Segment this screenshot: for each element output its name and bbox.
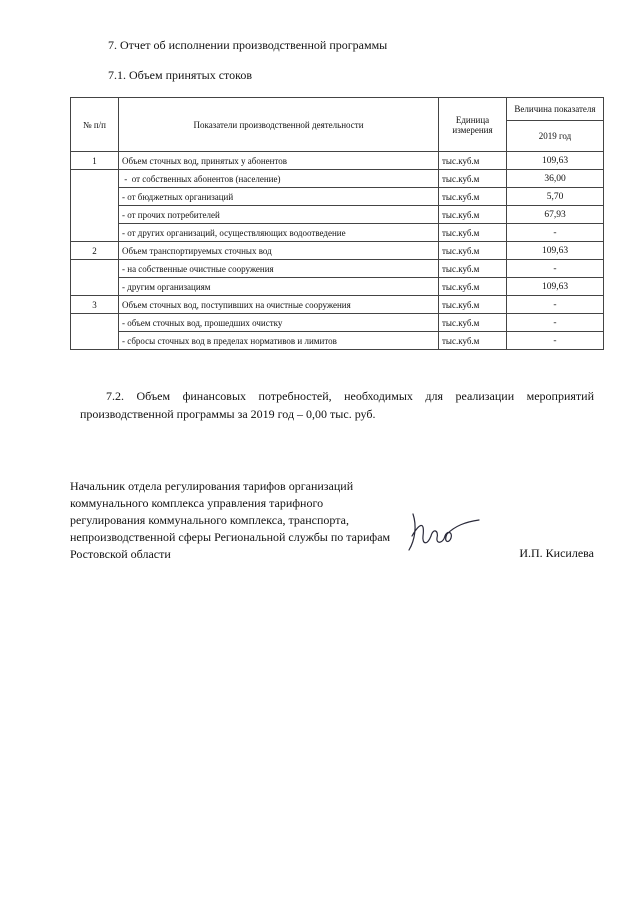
subsection-heading: 7.1. Объем принятых стоков bbox=[108, 68, 252, 82]
section-heading: 7. Отчет об исполнении производственной программы bbox=[108, 38, 388, 52]
row-value: 36,00 bbox=[507, 170, 604, 188]
row-unit: тыс.куб.м bbox=[439, 242, 507, 260]
row-no bbox=[71, 170, 119, 242]
signatory-name: И.П. Кисилева bbox=[519, 546, 594, 560]
table-row bbox=[71, 260, 604, 278]
row-unit: тыс.куб.м bbox=[439, 278, 507, 296]
row-no: 2 bbox=[71, 242, 119, 260]
row-name: Объем сточных вод, принятых у абонентов bbox=[119, 152, 439, 170]
col-header-indicator: Показатели производственной деятельности bbox=[119, 98, 439, 152]
row-no: 1 bbox=[71, 152, 119, 170]
row-no bbox=[71, 260, 119, 296]
row-value: - bbox=[507, 260, 604, 278]
row-name: - на собственные очистные сооружения bbox=[119, 260, 439, 278]
wastewater-table bbox=[70, 97, 604, 350]
row-unit: тыс.куб.м bbox=[439, 224, 507, 242]
row-name: - от прочих потребителей bbox=[119, 206, 439, 224]
row-name: - от других организаций, осуществляющих водоотведение bbox=[119, 224, 439, 242]
row-name: - от собственных абонентов (население) bbox=[119, 170, 439, 188]
row-value: 5,70 bbox=[507, 188, 604, 206]
row-no bbox=[71, 314, 119, 350]
row-name: Объем сточных вод, поступивших на очистные сооружения bbox=[119, 296, 439, 314]
row-unit: тыс.куб.м bbox=[439, 260, 507, 278]
row-value: - bbox=[507, 296, 604, 314]
row-name: Объем транспортируемых сточных вод bbox=[119, 242, 439, 260]
row-value: 67,93 bbox=[507, 206, 604, 224]
row-unit: тыс.куб.м bbox=[439, 188, 507, 206]
col-header-year: 2019 год bbox=[507, 121, 604, 152]
row-unit: тыс.куб.м bbox=[439, 296, 507, 314]
signatory-title: Начальник отдела регулирования тарифов организаций коммунального комплекса управления тарифного регулирования коммунального комплекса, транспорта, непроизводственной сферы Региональной службы по тарифам Ростовской области bbox=[70, 479, 391, 561]
row-name: - объем сточных вод, прошедших очистку bbox=[119, 314, 439, 332]
row-value: 109,63 bbox=[507, 152, 604, 170]
row-unit: тыс.куб.м bbox=[439, 152, 507, 170]
table-row bbox=[71, 278, 604, 296]
handwritten-signature bbox=[403, 506, 483, 556]
row-unit: тыс.куб.м bbox=[439, 332, 507, 350]
table-row bbox=[71, 242, 604, 260]
table-row bbox=[71, 188, 604, 206]
col-header-unit: Единица измерения bbox=[439, 98, 507, 152]
row-value: - bbox=[507, 224, 604, 242]
row-unit: тыс.куб.м bbox=[439, 170, 507, 188]
row-unit: тыс.куб.м bbox=[439, 206, 507, 224]
row-name: - другим организациям bbox=[119, 278, 439, 296]
table-row bbox=[71, 332, 604, 350]
row-name: - сбросы сточных вод в пределах нормативов и лимитов bbox=[119, 332, 439, 350]
row-no: 3 bbox=[71, 296, 119, 314]
col-header-no: № п/п bbox=[71, 98, 119, 152]
table-row bbox=[71, 206, 604, 224]
table-row bbox=[71, 152, 604, 170]
row-name: - от бюджетных организаций bbox=[119, 188, 439, 206]
row-value: - bbox=[507, 314, 604, 332]
row-value: 109,63 bbox=[507, 242, 604, 260]
financial-needs-paragraph: 7.2. Объем финансовых потребностей, необходимых для реализации мероприятий производственной программы за 2019 год – 0,00 тыс. руб. bbox=[80, 389, 594, 421]
table-row bbox=[71, 296, 604, 314]
row-value: 109,63 bbox=[507, 278, 604, 296]
table-row bbox=[71, 224, 604, 242]
table-row bbox=[71, 170, 604, 188]
row-value: - bbox=[507, 332, 604, 350]
row-unit: тыс.куб.м bbox=[439, 314, 507, 332]
col-header-value: Величина показателя bbox=[507, 98, 604, 121]
table-row bbox=[71, 314, 604, 332]
